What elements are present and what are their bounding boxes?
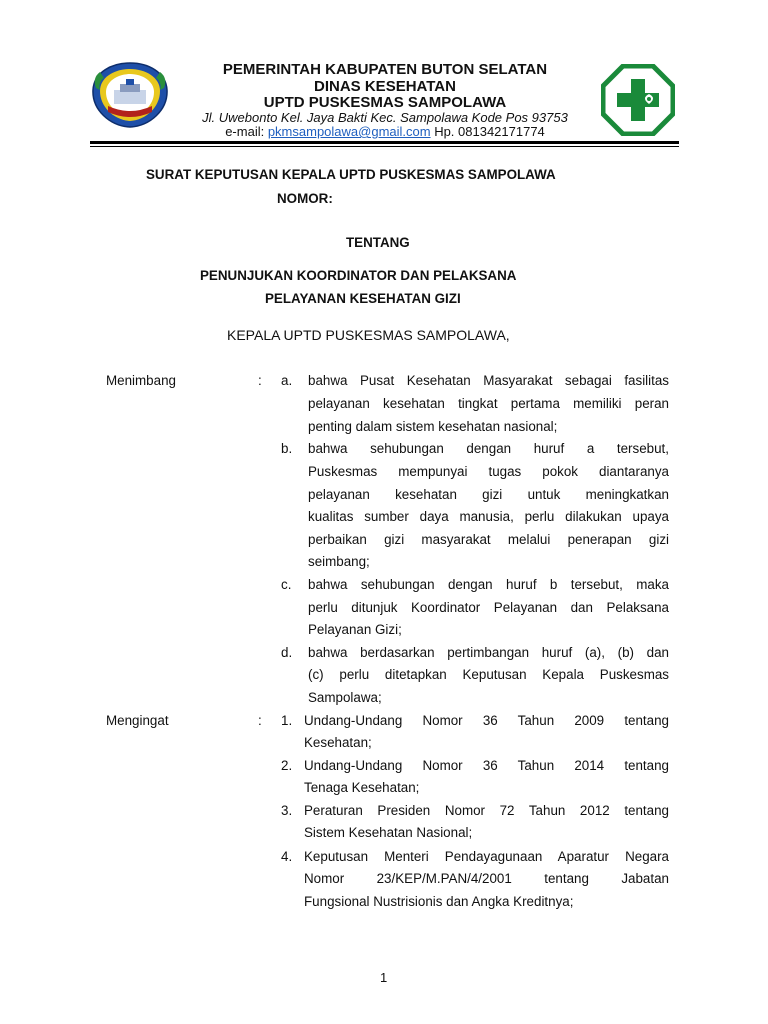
mengingat-colon: :: [258, 713, 262, 728]
email-link[interactable]: pkmsampolawa@gmail.com: [267, 124, 431, 139]
menimbang-colon: :: [258, 373, 262, 388]
menimbang-d-line2: (c) perlu ditetapkan Keputusan Kepala Puskesmas: [308, 667, 669, 682]
mengingat-2-line2: Tenaga Kesehatan;: [304, 780, 420, 795]
decree-title: SURAT KEPUTUSAN KEPALA UPTD PUSKESMAS SAMPOLAWA: [146, 167, 556, 182]
mengingat-1-line2: Kesehatan;: [304, 735, 372, 750]
menimbang-b-line1: bahwa sehubungan dengan huruf a tersebut,: [308, 441, 669, 456]
menimbang-mark-c: c.: [281, 577, 292, 592]
menimbang-d-line3: Sampolawa;: [308, 690, 382, 705]
mengingat-3-line2: Sistem Kesehatan Nasional;: [304, 825, 473, 840]
menimbang-a-line3: penting dalam sistem kesehatan nasional;: [308, 419, 558, 434]
menimbang-mark-d: d.: [281, 645, 293, 660]
letterhead-institution: UPTD PUSKESMAS SAMPOLAWA: [263, 94, 507, 111]
mengingat-2-line1: Undang-Undang Nomor 36 Tahun 2014 tentang: [304, 758, 669, 773]
mengingat-mark-3: 3.: [281, 803, 293, 818]
puskesmas-logo: [601, 64, 675, 136]
decree-subject-line2: PELAYANAN KESEHATAN GIZI: [265, 291, 461, 306]
mengingat-mark-4: 4.: [281, 849, 293, 864]
decree-subject-line1: PENUNJUKAN KOORDINATOR DAN PELAKSANA: [200, 268, 517, 283]
menimbang-b-line3: pelayanan kesehatan gizi untuk meningkatkan: [308, 487, 669, 502]
mengingat-3-line1: Peraturan Presiden Nomor 72 Tahun 2012 tentang: [304, 803, 669, 818]
decree-number: NOMOR:: [277, 191, 333, 206]
email-label: e-mail:: [225, 124, 268, 139]
menimbang-b-line6: seimbang;: [308, 554, 370, 569]
mengingat-mark-2: 2.: [281, 758, 293, 773]
menimbang-a-line2: pelayanan kesehatan tingkat pertama memiliki peran: [308, 396, 669, 411]
menimbang-b-line2: Puskesmas mempunyai tugas pokok diantaranya: [308, 464, 669, 479]
menimbang-b-line4: kualitas sumber daya manusia, perlu dilakukan upaya: [308, 509, 669, 524]
menimbang-c-line3: Pelayanan Gizi;: [308, 622, 402, 637]
menimbang-a-line1: bahwa Pusat Kesehatan Masyarakat sebagai fasilitas: [308, 373, 669, 388]
letterhead-contact: [170, 124, 600, 139]
phone-number: Hp. 081342171774: [430, 124, 545, 139]
decree-about: TENTANG: [346, 235, 410, 250]
page-number: 1: [380, 970, 388, 985]
menimbang-b-line5: perbaikan gizi masyarakat melalui penerapan gizi: [308, 532, 669, 547]
menimbang-mark-a: a.: [281, 373, 293, 388]
letterhead-address: Jl. Uwebonto Kel. Jaya Bakti Kec. Sampolawa Kode Pos 93753: [202, 110, 568, 125]
mengingat-1-line1: Undang-Undang Nomor 36 Tahun 2009 tentang: [304, 713, 669, 728]
menimbang-c-line1: bahwa sehubungan dengan huruf b tersebut, maka: [308, 577, 669, 592]
mengingat-4-line1: Keputusan Menteri Pendayagunaan Aparatur Negara: [304, 849, 669, 864]
letterhead-government: PEMERINTAH KABUPATEN BUTON SELATAN: [222, 61, 548, 78]
mengingat-label: Mengingat: [106, 713, 169, 728]
menimbang-mark-b: b.: [281, 441, 293, 456]
letterhead-divider-thick: [90, 141, 679, 144]
decree-issuer: KEPALA UPTD PUSKESMAS SAMPOLAWA,: [227, 327, 510, 343]
mengingat-mark-1: 1.: [281, 713, 293, 728]
letterhead-divider-thin: [90, 146, 679, 147]
mengingat-4-line3: Fungsional Nustrisionis dan Angka Kreditnya;: [304, 894, 574, 909]
menimbang-d-line1: bahwa berdasarkan pertimbangan huruf (a), (b) dan: [308, 645, 669, 660]
letterhead-department: DINAS KESEHATAN: [314, 78, 456, 95]
mengingat-4-line2: Nomor 23/KEP/M.PAN/4/2001 tentang Jabatan: [304, 871, 669, 886]
menimbang-c-line2: perlu ditunjuk Koordinator Pelayanan dan Pelaksana: [308, 600, 669, 615]
buton-selatan-regency-emblem: [90, 60, 170, 130]
menimbang-label: Menimbang: [106, 373, 176, 388]
